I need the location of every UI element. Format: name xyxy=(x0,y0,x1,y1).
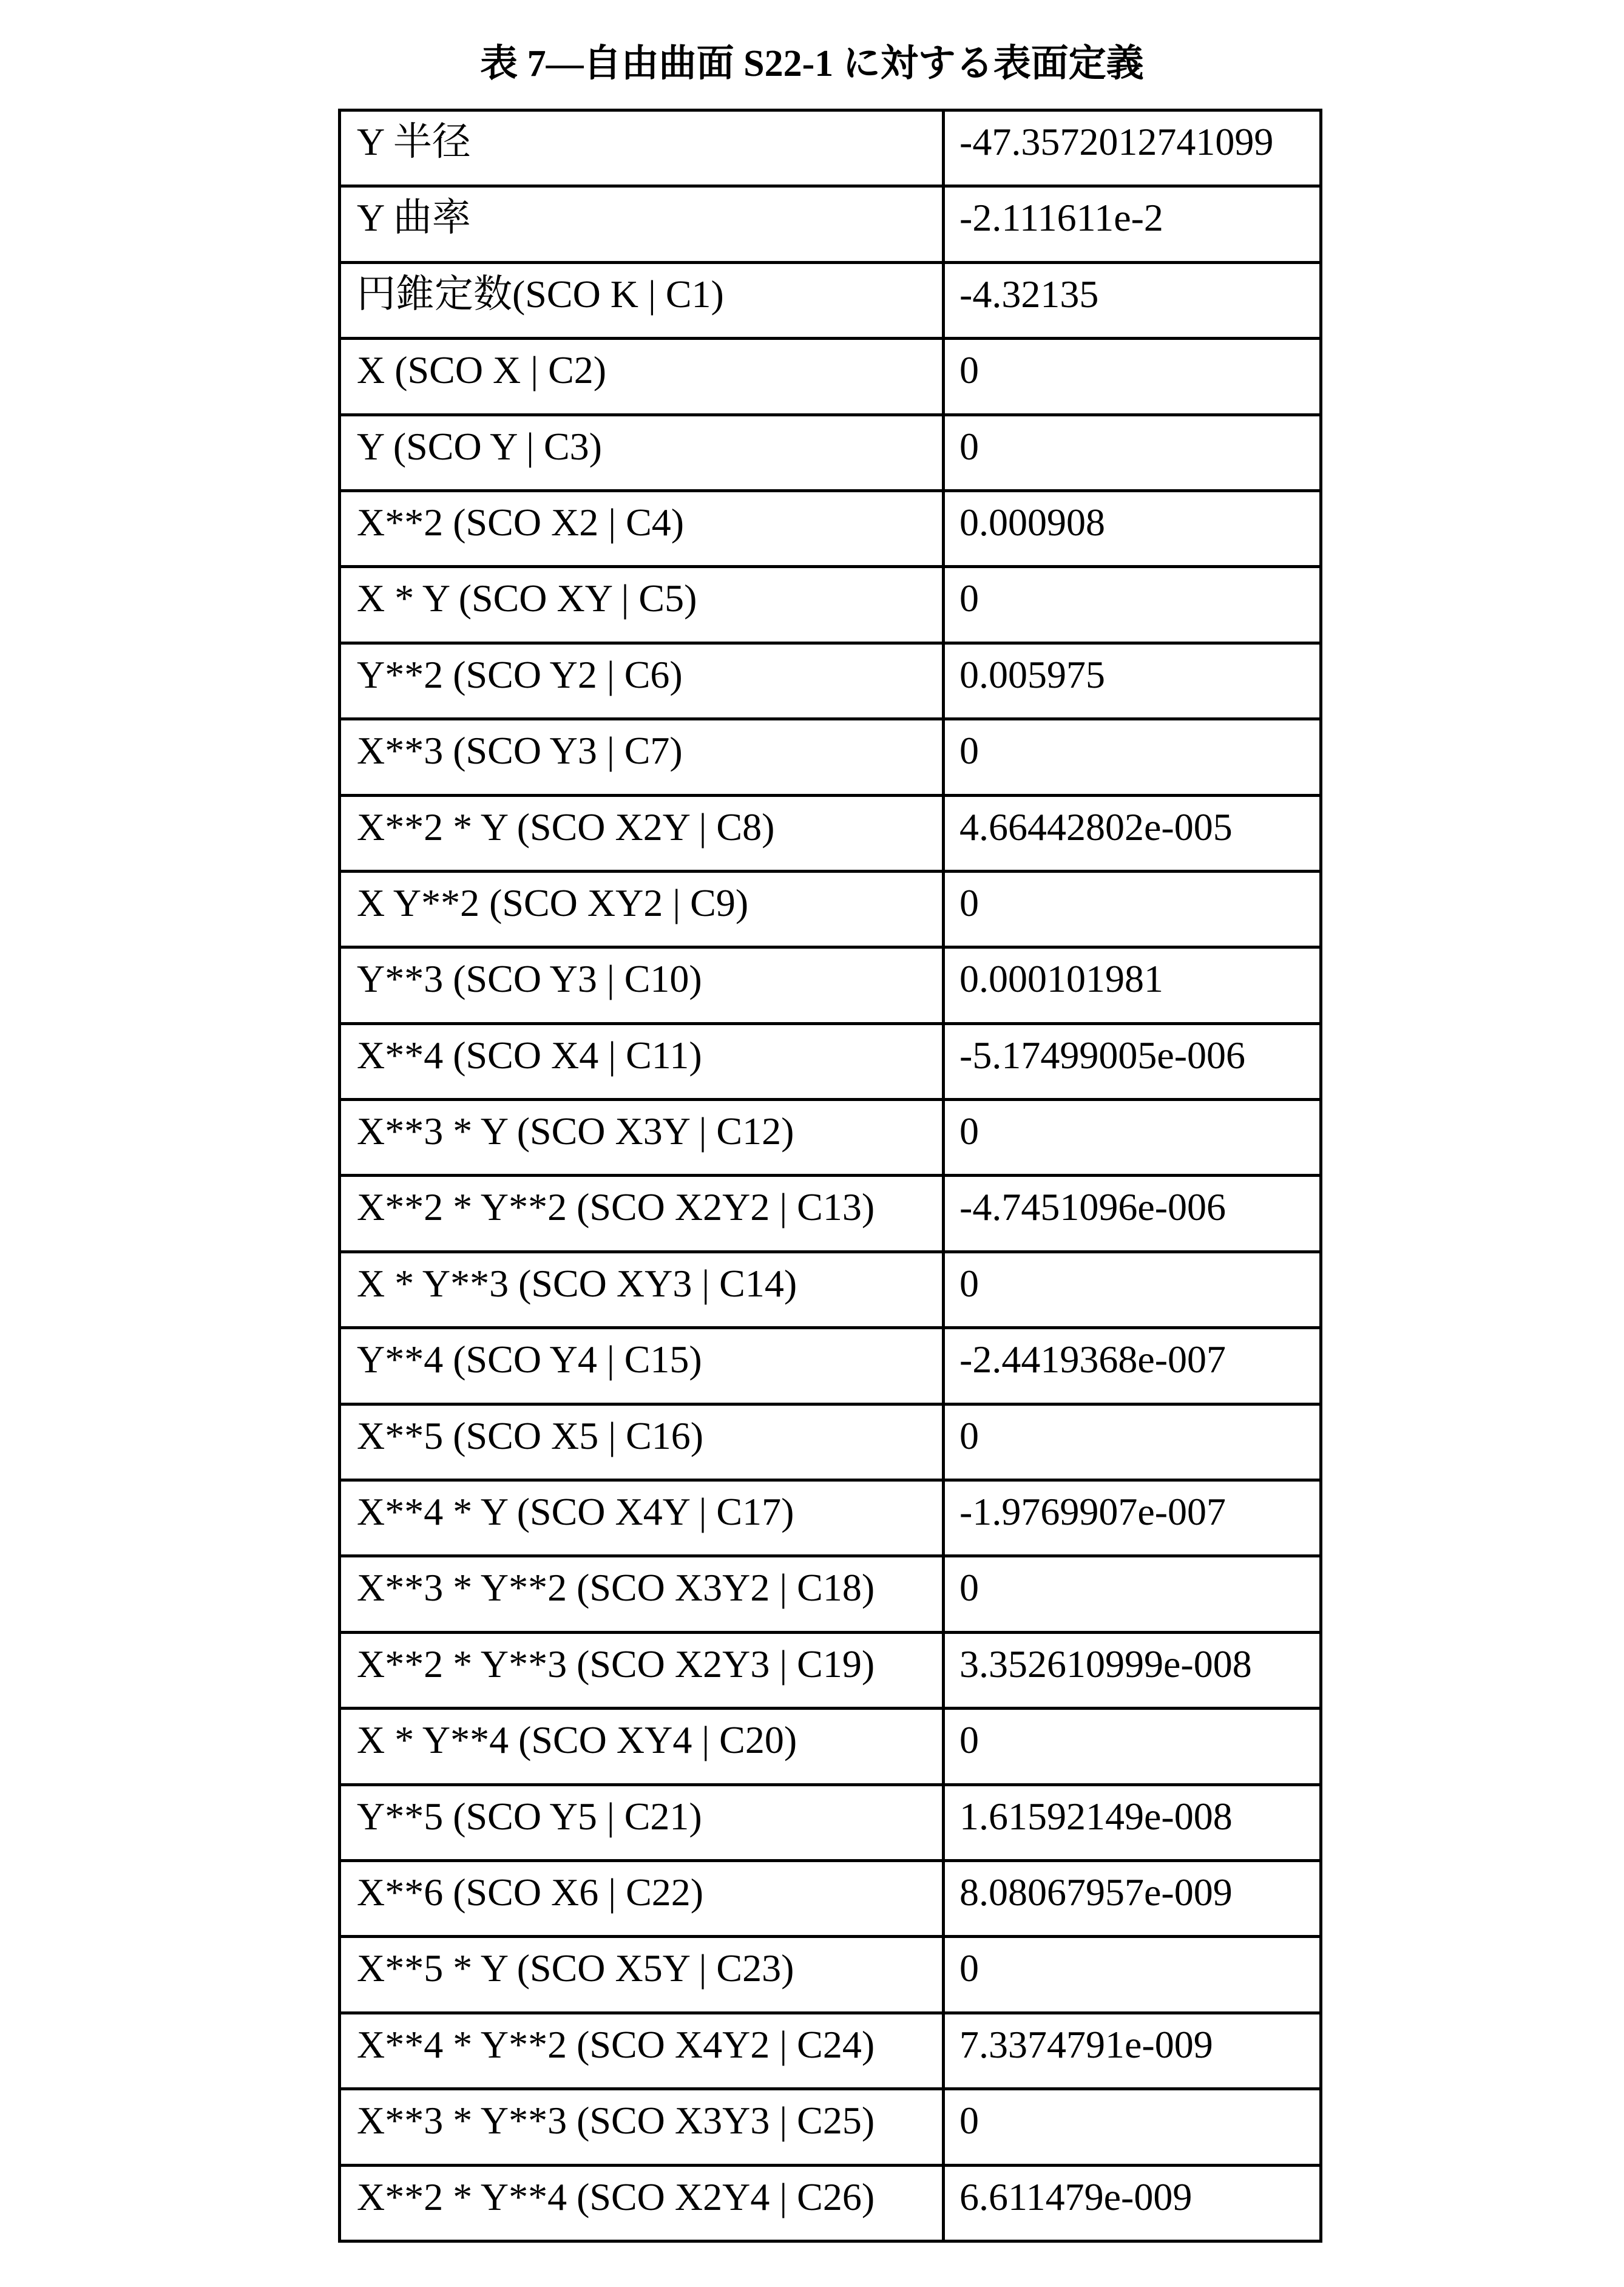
row-value: -1.9769907e-007 xyxy=(944,1480,1321,1556)
row-value: 0 xyxy=(944,871,1321,947)
row-label: 円錐定数(SCO K | C1) xyxy=(340,262,944,338)
row-value: 0 xyxy=(944,1937,1321,2013)
row-value: 0 xyxy=(944,2089,1321,2165)
table-row xyxy=(340,1176,1321,1252)
table-row xyxy=(340,719,1321,795)
row-value: 0 xyxy=(944,719,1321,795)
table-row xyxy=(340,2013,1321,2089)
row-value: 0.000101981 xyxy=(944,947,1321,1023)
row-label: X**2 * Y**3 (SCO X2Y3 | C19) xyxy=(340,1632,944,1708)
table-row xyxy=(340,1100,1321,1176)
table-row xyxy=(340,262,1321,338)
table-row xyxy=(340,1404,1321,1480)
row-value: 0 xyxy=(944,1252,1321,1327)
row-label: X**2 * Y**2 (SCO X2Y2 | C13) xyxy=(340,1176,944,1252)
row-label: Y 曲率 xyxy=(340,186,944,262)
table-row xyxy=(340,2165,1321,2241)
row-value: -4.32135 xyxy=(944,262,1321,338)
row-label: Y**3 (SCO Y3 | C10) xyxy=(340,947,944,1023)
row-label: X**2 (SCO X2 | C4) xyxy=(340,490,944,566)
row-label: X**3 * Y (SCO X3Y | C12) xyxy=(340,1100,944,1176)
row-value: 6.611479e-009 xyxy=(944,2165,1321,2241)
table-row xyxy=(340,1328,1321,1404)
table-row xyxy=(340,1023,1321,1099)
row-value: 0.000908 xyxy=(944,490,1321,566)
row-value: 0.005975 xyxy=(944,643,1321,719)
table-row xyxy=(340,1784,1321,1860)
row-value: -2.111611e-2 xyxy=(944,186,1321,262)
row-label: Y 半径 xyxy=(340,110,944,186)
row-value: 0 xyxy=(944,1709,1321,1784)
table-row xyxy=(340,1252,1321,1327)
row-value: 0 xyxy=(944,567,1321,643)
row-value: 8.08067957e-009 xyxy=(944,1860,1321,1936)
table-row xyxy=(340,110,1321,186)
row-label: X**3 * Y**2 (SCO X3Y2 | C18) xyxy=(340,1556,944,1632)
row-label: X**4 (SCO X4 | C11) xyxy=(340,1023,944,1099)
table-row xyxy=(340,2089,1321,2165)
row-label: X**2 * Y (SCO X2Y | C8) xyxy=(340,795,944,871)
table-row xyxy=(340,339,1321,415)
row-label: X (SCO X | C2) xyxy=(340,339,944,415)
row-label: X**5 * Y (SCO X5Y | C23) xyxy=(340,1937,944,2013)
table-title: 表 7—自由曲面 S22-1 に対する表面定義 xyxy=(0,36,1624,91)
row-label: X**4 * Y**2 (SCO X4Y2 | C24) xyxy=(340,2013,944,2089)
row-value: 0 xyxy=(944,339,1321,415)
table-row xyxy=(340,947,1321,1023)
row-label: X * Y**3 (SCO XY3 | C14) xyxy=(340,1252,944,1327)
row-value: 0 xyxy=(944,415,1321,490)
table-row xyxy=(340,643,1321,719)
row-label: Y**4 (SCO Y4 | C15) xyxy=(340,1328,944,1404)
table-row xyxy=(340,567,1321,643)
row-value: -5.17499005e-006 xyxy=(944,1023,1321,1099)
row-value: 4.66442802e-005 xyxy=(944,795,1321,871)
row-label: X**6 (SCO X6 | C22) xyxy=(340,1860,944,1936)
row-value: 0 xyxy=(944,1100,1321,1176)
table-row xyxy=(340,490,1321,566)
surface-definition-table xyxy=(338,109,1322,2243)
row-label: Y (SCO Y | C3) xyxy=(340,415,944,490)
table-row xyxy=(340,1709,1321,1784)
table-row xyxy=(340,1556,1321,1632)
table-row xyxy=(340,795,1321,871)
row-label: X * Y**4 (SCO XY4 | C20) xyxy=(340,1709,944,1784)
row-label: Y**5 (SCO Y5 | C21) xyxy=(340,1784,944,1860)
row-label: X**5 (SCO X5 | C16) xyxy=(340,1404,944,1480)
table-row xyxy=(340,1480,1321,1556)
row-label: Y**2 (SCO Y2 | C6) xyxy=(340,643,944,719)
row-value: -47.3572012741099 xyxy=(944,110,1321,186)
row-label: X**2 * Y**4 (SCO X2Y4 | C26) xyxy=(340,2165,944,2241)
row-label: X**3 * Y**3 (SCO X3Y3 | C25) xyxy=(340,2089,944,2165)
row-value: -4.7451096e-006 xyxy=(944,1176,1321,1252)
row-value: 7.3374791e-009 xyxy=(944,2013,1321,2089)
table-row xyxy=(340,1632,1321,1708)
table-row xyxy=(340,415,1321,490)
table-row xyxy=(340,186,1321,262)
row-label: X Y**2 (SCO XY2 | C9) xyxy=(340,871,944,947)
row-label: X**4 * Y (SCO X4Y | C17) xyxy=(340,1480,944,1556)
row-value: 0 xyxy=(944,1404,1321,1480)
row-value: 3.352610999e-008 xyxy=(944,1632,1321,1708)
row-label: X**3 (SCO Y3 | C7) xyxy=(340,719,944,795)
row-value: -2.4419368e-007 xyxy=(944,1328,1321,1404)
table-row xyxy=(340,1860,1321,1936)
row-value: 0 xyxy=(944,1556,1321,1632)
row-value: 1.61592149e-008 xyxy=(944,1784,1321,1860)
row-label: X * Y (SCO XY | C5) xyxy=(340,567,944,643)
table-row xyxy=(340,1937,1321,2013)
table-row xyxy=(340,871,1321,947)
